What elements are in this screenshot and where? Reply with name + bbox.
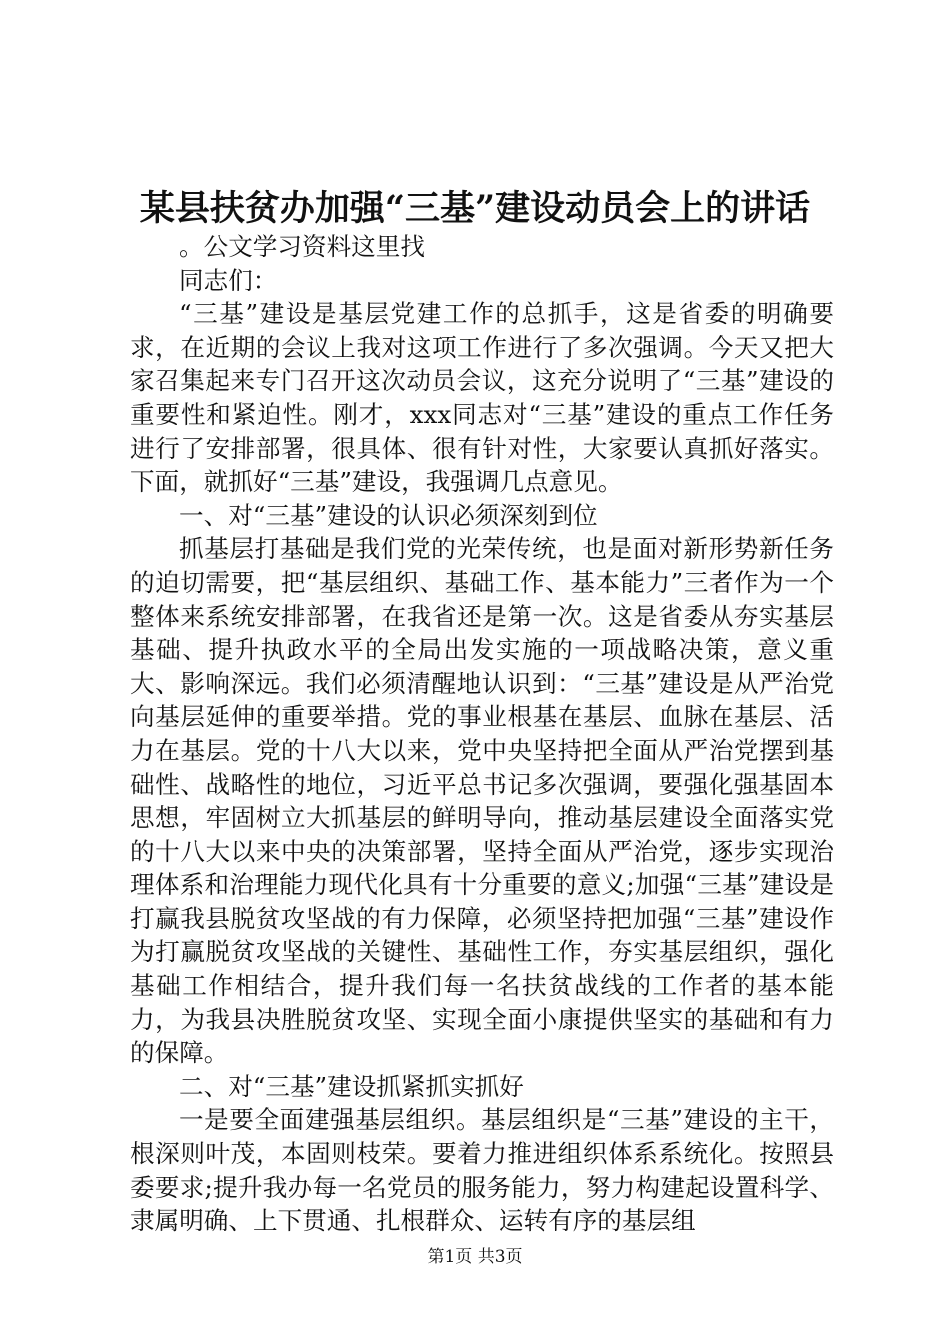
section-heading-2: 二、对“三基”建设抓紧抓实抓好	[179, 1071, 524, 1101]
paragraph-section-2: 一是要全面建强基层组织。基层组织是“三基”建设的主干，根深则叶茂，本固则枝荣。要着力推进组织体系系统化。按照县委要求;提升我办每一名党员的服务能力，努力构建起设置科学、隶属明确、上下贯通、扎根群众、运转有序的基层组	[130, 1105, 834, 1236]
paragraph-intro: “三基”建设是基层党建工作的总抓手，这是省委的明确要求，在近期的会议上我对这项工作进行了多次强调。今天又把大家召集起来专门召开这次动员会议，这充分说明了“三基”建设的重要性和紧迫性。刚才，xxx同志对“三基”建设的重点工作任务进行了安排部署，很具体、很有针对性，大家要认真抓好落实。下面，就抓好“三基”建设，我强调几点意见。	[130, 299, 834, 497]
document-body	[130, 230, 834, 1238]
paragraph-section-1: 抓基层打基础是我们党的光荣传统，也是面对新形势新任务的迫切需要，把“基层组织、基础工作、基本能力”三者作为一个整体来系统安排部署，在我省还是第一次。这是省委从夯实基层基础、提升执政水平的全局出发实施的一项战略决策，意义重大、影响深远。我们必须清醒地认识到：“三基”建设是从严治党向基层延伸的重要举措。党的事业根基在基层、血脉在基层、活力在基层。党的十八大以来，党中央坚持把全面从严治党摆到基础性、战略性的地位，习近平总书记多次强调，要强化强基固本思想，牢固树立大抓基层的鲜明导向，推动基层建设全面落实党的十八大以来中央的决策部署，坚持全面从严治党，逐步实现治理体系和治理能力现代化具有十分重要的意义;加强“三基”建设是打赢我县脱贫攻坚战的有力保障，必须坚持把加强“三基”建设作为打赢脱贫攻坚战的关键性、基础性工作，夯实基层组织，强化基础工作相结合，提升我们每一名扶贫战线的工作者的基本能力，为我县决胜脱贫攻坚、实现全面小康提供坚实的基础和有力的保障。	[130, 534, 834, 1068]
section-heading-1: 一、对“三基”建设的认识必须深刻到位	[179, 500, 598, 530]
page-number-footer: 第1页 共3页	[427, 1247, 523, 1267]
document-title: 某县扶贫办加强“三基”建设动员会上的讲话	[139, 188, 811, 229]
paragraph-source-note: 。公文学习资料这里找	[179, 232, 425, 261]
paragraph-salutation: 同志们：	[179, 265, 278, 295]
